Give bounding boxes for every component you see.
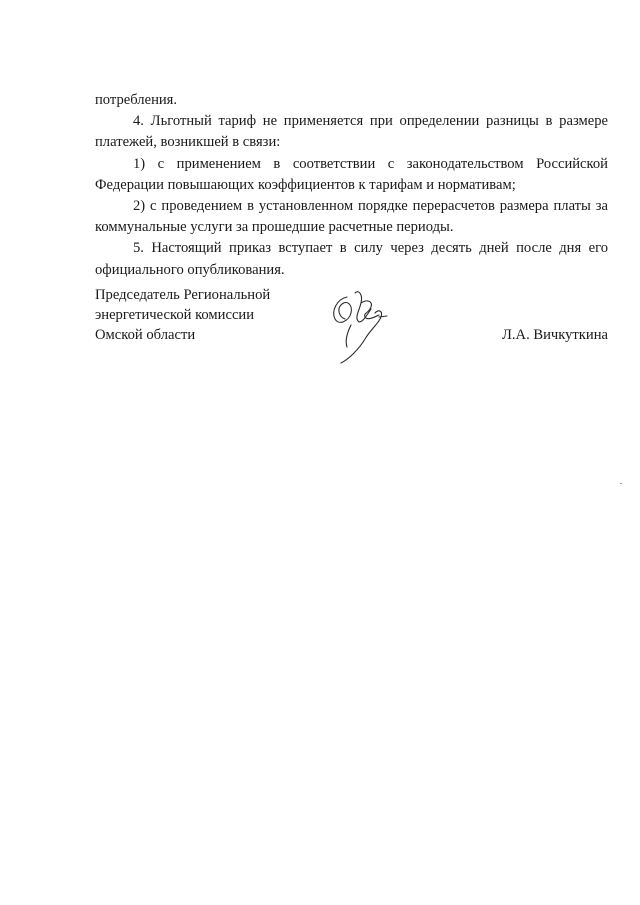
body-line-continuation: потребления. bbox=[95, 92, 178, 108]
paragraph-4-item-1: 1) с применением в соответствии с законодательством Российской Федерации повышающих коэффициентов к тарифам и нормативам; bbox=[95, 155, 608, 193]
document-body bbox=[95, 90, 608, 281]
paragraph-4: 4. Льготный тариф не применяется при определении разницы в размере платежей, возникшей в связи: bbox=[95, 113, 608, 151]
signatory-name: Л.А. Вичкуткина bbox=[501, 327, 608, 343]
signatory-title-line-3: Омской области bbox=[95, 327, 196, 343]
signature-block bbox=[95, 285, 608, 375]
signatory-title-line-1: Председатель Региональной bbox=[95, 287, 271, 303]
scan-speck bbox=[620, 483, 622, 484]
signatory-title-line-2: энергетической комиссии bbox=[95, 307, 255, 323]
handwritten-signature bbox=[325, 285, 405, 365]
paragraph-5: 5. Настоящий приказ вступает в силу через десять дней после дня его официального опубликования. bbox=[95, 240, 608, 278]
signatory-title bbox=[95, 285, 315, 345]
paragraph-4-item-2: 2) с проведением в установленном порядке перерасчетов размера платы за коммунальные услуги за прошедшие расчетные периоды. bbox=[95, 198, 608, 236]
